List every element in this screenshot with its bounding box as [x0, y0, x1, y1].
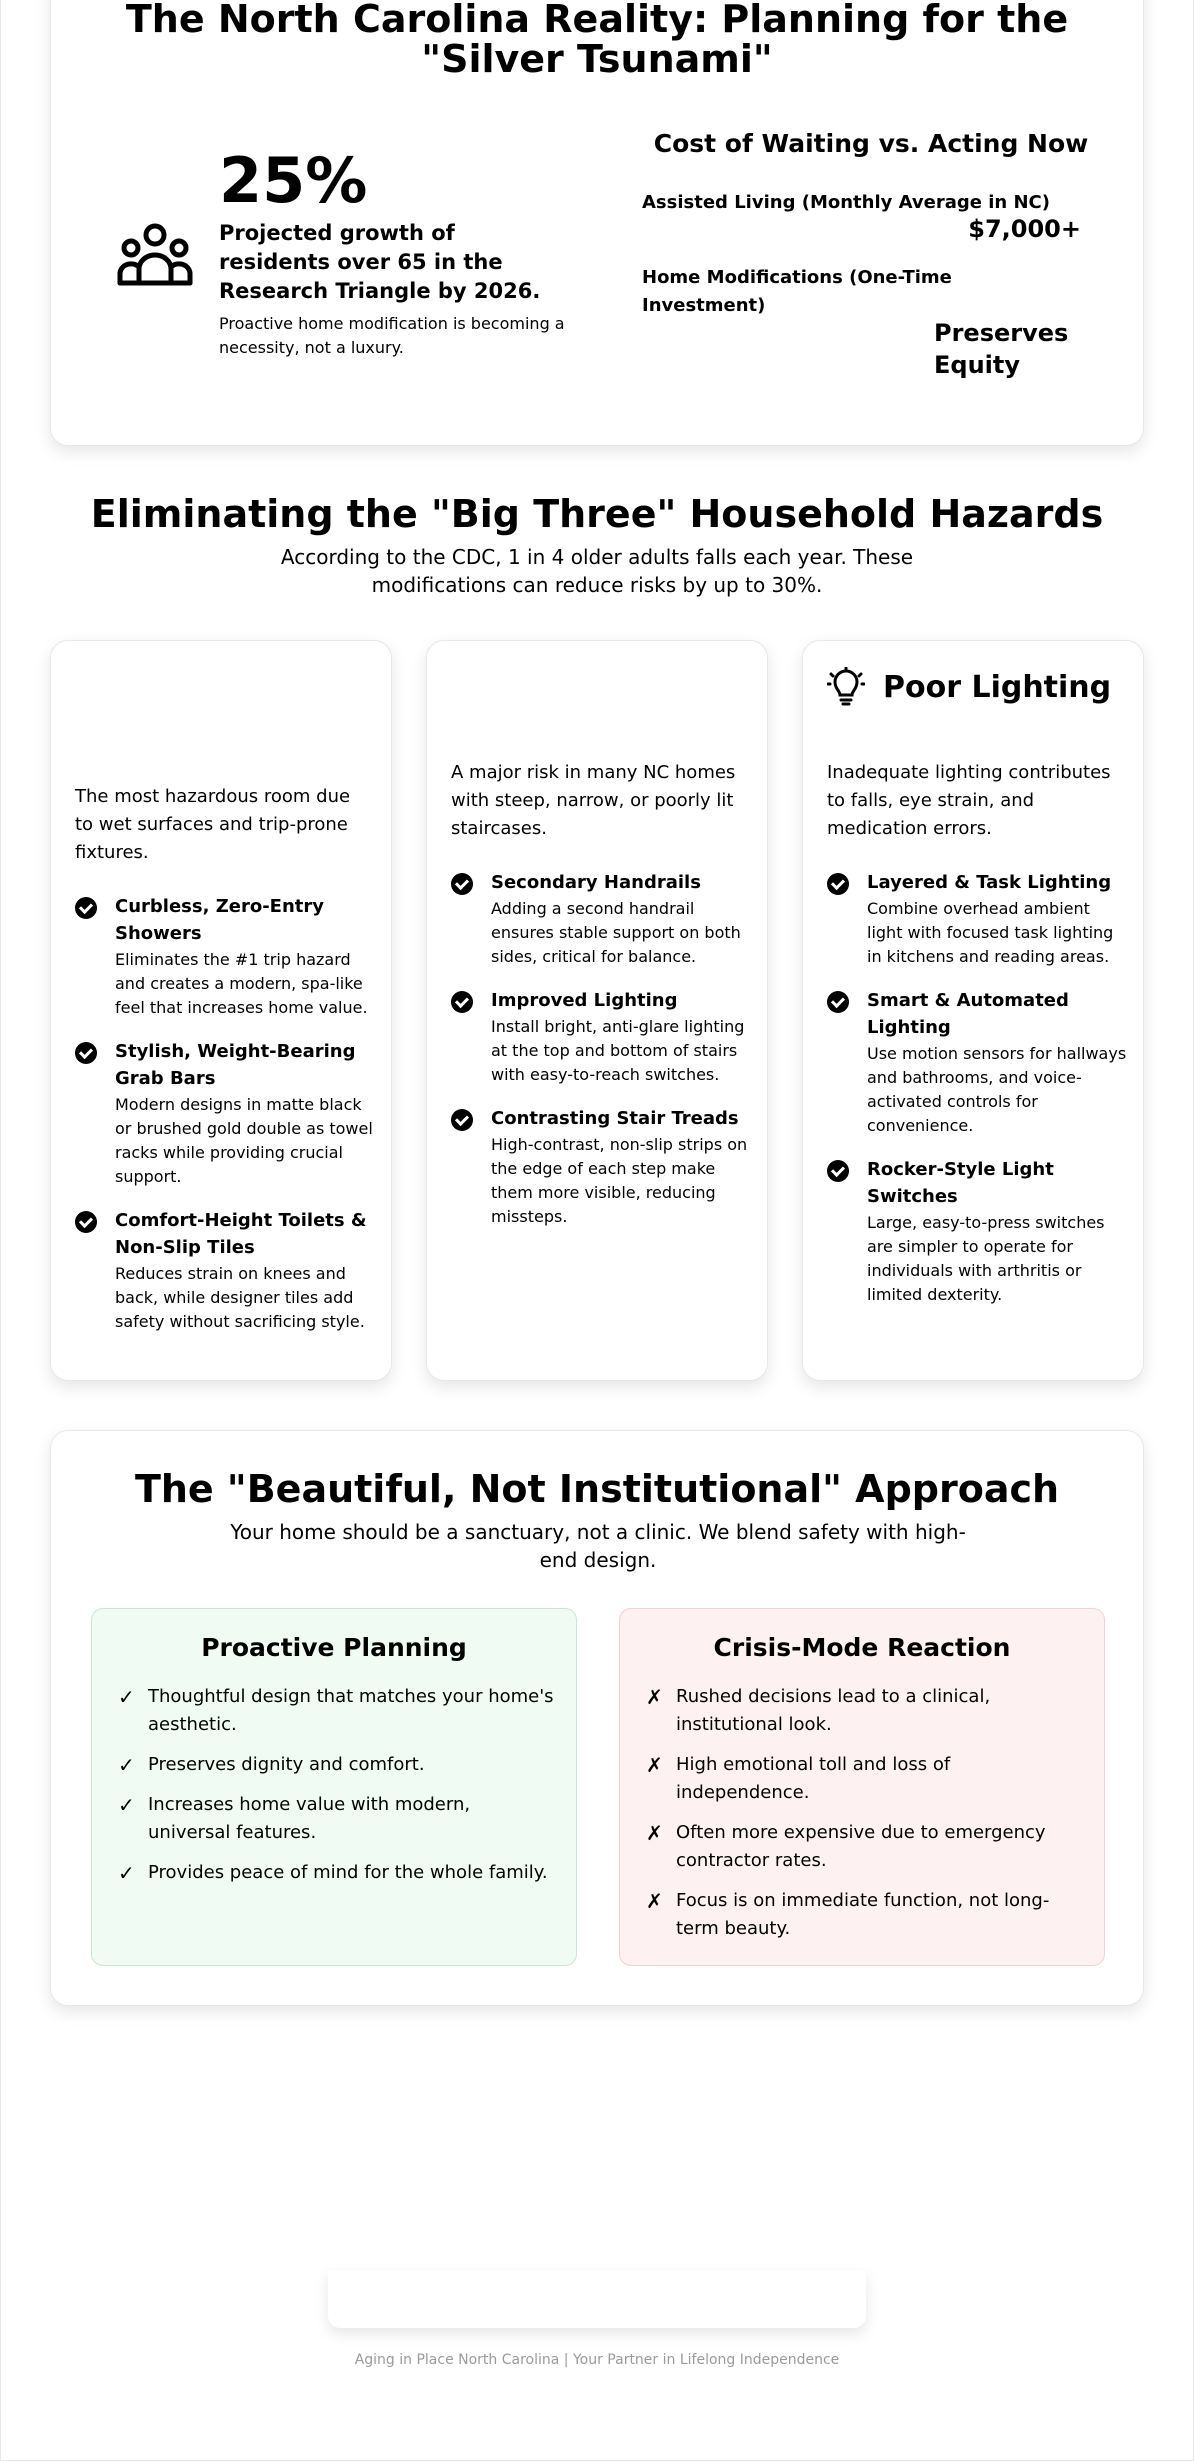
list-item	[118, 1751, 558, 1779]
cost-row-label: Home Modifications (One-Time Investment)	[642, 267, 952, 316]
stat-subtext: Proactive home modification is becoming a necessity, not a luxury.	[219, 314, 565, 357]
crisis-mode-panel	[619, 1608, 1105, 1966]
item-title: Contrasting Stair Treads	[491, 1108, 739, 1129]
checkmark-icon: ✓	[118, 1861, 135, 1885]
footer-box	[328, 2270, 866, 2328]
item-text: Install bright, anti-glare lighting at the top and bottom of stairs with easy-to-reach switches.	[491, 1017, 745, 1084]
item-title: Improved Lighting	[491, 990, 678, 1011]
footer-text: Aging in Place North Carolina | Your Partner in Lifelong Independence	[354, 2352, 840, 2368]
list-item	[827, 987, 1127, 1138]
hazard-item-list	[827, 869, 1127, 1325]
check-circle-icon	[827, 1160, 849, 1182]
list-item	[451, 869, 751, 969]
list-item-text: Often more expensive due to emergency contractor rates.	[676, 1822, 1046, 1871]
lightbulb-icon	[827, 667, 865, 707]
cost-row-label: Assisted Living (Monthly Average in NC)	[642, 192, 1050, 213]
item-title: Smart & Automated Lighting	[867, 990, 1069, 1038]
page-title: The North Carolina Reality: Planning for the "Silver Tsunami"	[125, 0, 1069, 81]
list-item	[646, 1751, 1086, 1807]
list-item	[75, 1207, 375, 1334]
check-circle-icon	[75, 1211, 97, 1233]
check-circle-icon	[451, 873, 473, 895]
item-title: Layered & Task Lighting	[867, 872, 1112, 893]
hazard-card-stairs	[426, 640, 768, 1381]
item-text: Adding a second handrail ensures stable support on both sides, critical for balance.	[491, 899, 741, 966]
hazard-item-list	[451, 869, 751, 1247]
list-item-text: Focus is on immediate function, not long-term beauty.	[676, 1890, 1050, 1939]
approach-title: The "Beautiful, Not Institutional" Approach	[134, 1467, 1060, 1511]
list-item-text: Increases home value with modern, universal features.	[148, 1794, 471, 1843]
hazards-subtitle: According to the CDC, 1 in 4 older adults falls each year. These modifications can reduce risks by up to 30%.	[280, 545, 914, 597]
hazard-card-lighting	[802, 640, 1144, 1381]
list-item	[451, 1105, 751, 1229]
approach-card	[50, 1430, 1144, 2006]
check-circle-icon	[827, 991, 849, 1013]
list-item	[646, 1887, 1086, 1943]
list-item	[118, 1859, 558, 1887]
item-text: Combine overhead ambient light with focused task lighting in kitchens and reading areas.	[867, 899, 1114, 966]
checkmark-icon: ✓	[118, 1685, 135, 1709]
item-title: Secondary Handrails	[491, 872, 701, 893]
hazards-title: Eliminating the "Big Three" Household Hazards	[90, 492, 1104, 536]
list-item-text: Rushed decisions lead to a clinical, institutional look.	[676, 1686, 991, 1735]
hazard-card-bathroom	[50, 640, 392, 1381]
hazard-card-description: A major risk in many NC homes with steep, narrow, or poorly lit staircases.	[451, 762, 736, 839]
cross-mark-icon: ✗	[646, 1685, 663, 1709]
list-item	[75, 1038, 375, 1189]
item-text: Use motion sensors for hallways and bathrooms, and voice-activated controls for convenience.	[867, 1044, 1127, 1135]
list-item	[646, 1683, 1086, 1739]
cross-mark-icon: ✗	[646, 1821, 663, 1845]
list-item	[451, 987, 751, 1087]
item-title: Rocker-Style Light Switches	[867, 1159, 1054, 1207]
item-text: Large, easy-to-press switches are simpler to operate for individuals with arthritis or limited dexterity.	[867, 1213, 1105, 1304]
cross-mark-icon: ✗	[646, 1889, 663, 1913]
check-circle-icon	[827, 873, 849, 895]
hazard-card-description: The most hazardous room due to wet surfaces and trip-prone fixtures.	[75, 786, 351, 863]
checkmark-icon: ✓	[118, 1753, 135, 1777]
cost-row-value: Preserves Equity	[934, 319, 1069, 379]
hazard-item-list	[75, 893, 375, 1352]
cost-row-value: $7,000+	[968, 215, 1081, 243]
item-title: Stylish, Weight-Bearing Grab Bars	[115, 1041, 356, 1089]
con-list	[646, 1683, 1086, 1955]
cross-mark-icon: ✗	[646, 1753, 663, 1777]
list-item	[827, 869, 1127, 969]
item-title: Curbless, Zero-Entry Showers	[115, 896, 324, 944]
check-circle-icon	[451, 991, 473, 1013]
cost-comparison-title: Cost of Waiting vs. Acting Now	[653, 129, 1089, 158]
panel-title: Crisis-Mode Reaction	[713, 1633, 1011, 1662]
list-item	[646, 1819, 1086, 1875]
hazard-card-header	[827, 665, 1111, 709]
approach-subtitle: Your home should be a sanctuary, not a clinic. We blend safety with high-end design.	[230, 1520, 966, 1572]
list-item-text: Thoughtful design that matches your home's aesthetic.	[148, 1686, 554, 1735]
list-item	[118, 1683, 558, 1739]
stat-label: Projected growth of residents over 65 in the Research Triangle by 2026.	[219, 221, 541, 303]
nc-reality-card	[50, 0, 1144, 446]
item-text: Eliminates the #1 trip hazard and creates a modern, spa-like feel that increases home value.	[115, 950, 368, 1017]
people-group-icon	[117, 223, 193, 287]
stat-value: 25%	[219, 144, 368, 217]
list-item-text: Preserves dignity and comfort.	[148, 1754, 425, 1775]
hazard-card-description: Inadequate lighting contributes to falls, eye strain, and medication errors.	[827, 762, 1111, 839]
hazard-card-title: Poor Lighting	[883, 669, 1112, 705]
item-text: High-contrast, non-slip strips on the edge of each step make them more visible, reducing missteps.	[491, 1135, 748, 1226]
item-title: Comfort-Height Toilets & Non-Slip Tiles	[115, 1210, 367, 1258]
item-text: Reduces strain on knees and back, while designer tiles add safety without sacrificing style.	[115, 1264, 365, 1331]
checkmark-icon: ✓	[118, 1793, 135, 1817]
list-item	[75, 893, 375, 1020]
list-item-text: Provides peace of mind for the whole family.	[148, 1862, 548, 1883]
list-item-text: High emotional toll and loss of independence.	[676, 1754, 951, 1803]
list-item	[827, 1156, 1127, 1307]
panel-title: Proactive Planning	[201, 1633, 467, 1662]
check-circle-icon	[451, 1109, 473, 1131]
item-text: Modern designs in matte black or brushed gold double as towel racks while providing crucial support.	[115, 1095, 373, 1186]
check-circle-icon	[75, 1042, 97, 1064]
pro-list	[118, 1683, 558, 1899]
proactive-planning-panel	[91, 1608, 577, 1966]
list-item	[118, 1791, 558, 1847]
check-circle-icon	[75, 897, 97, 919]
